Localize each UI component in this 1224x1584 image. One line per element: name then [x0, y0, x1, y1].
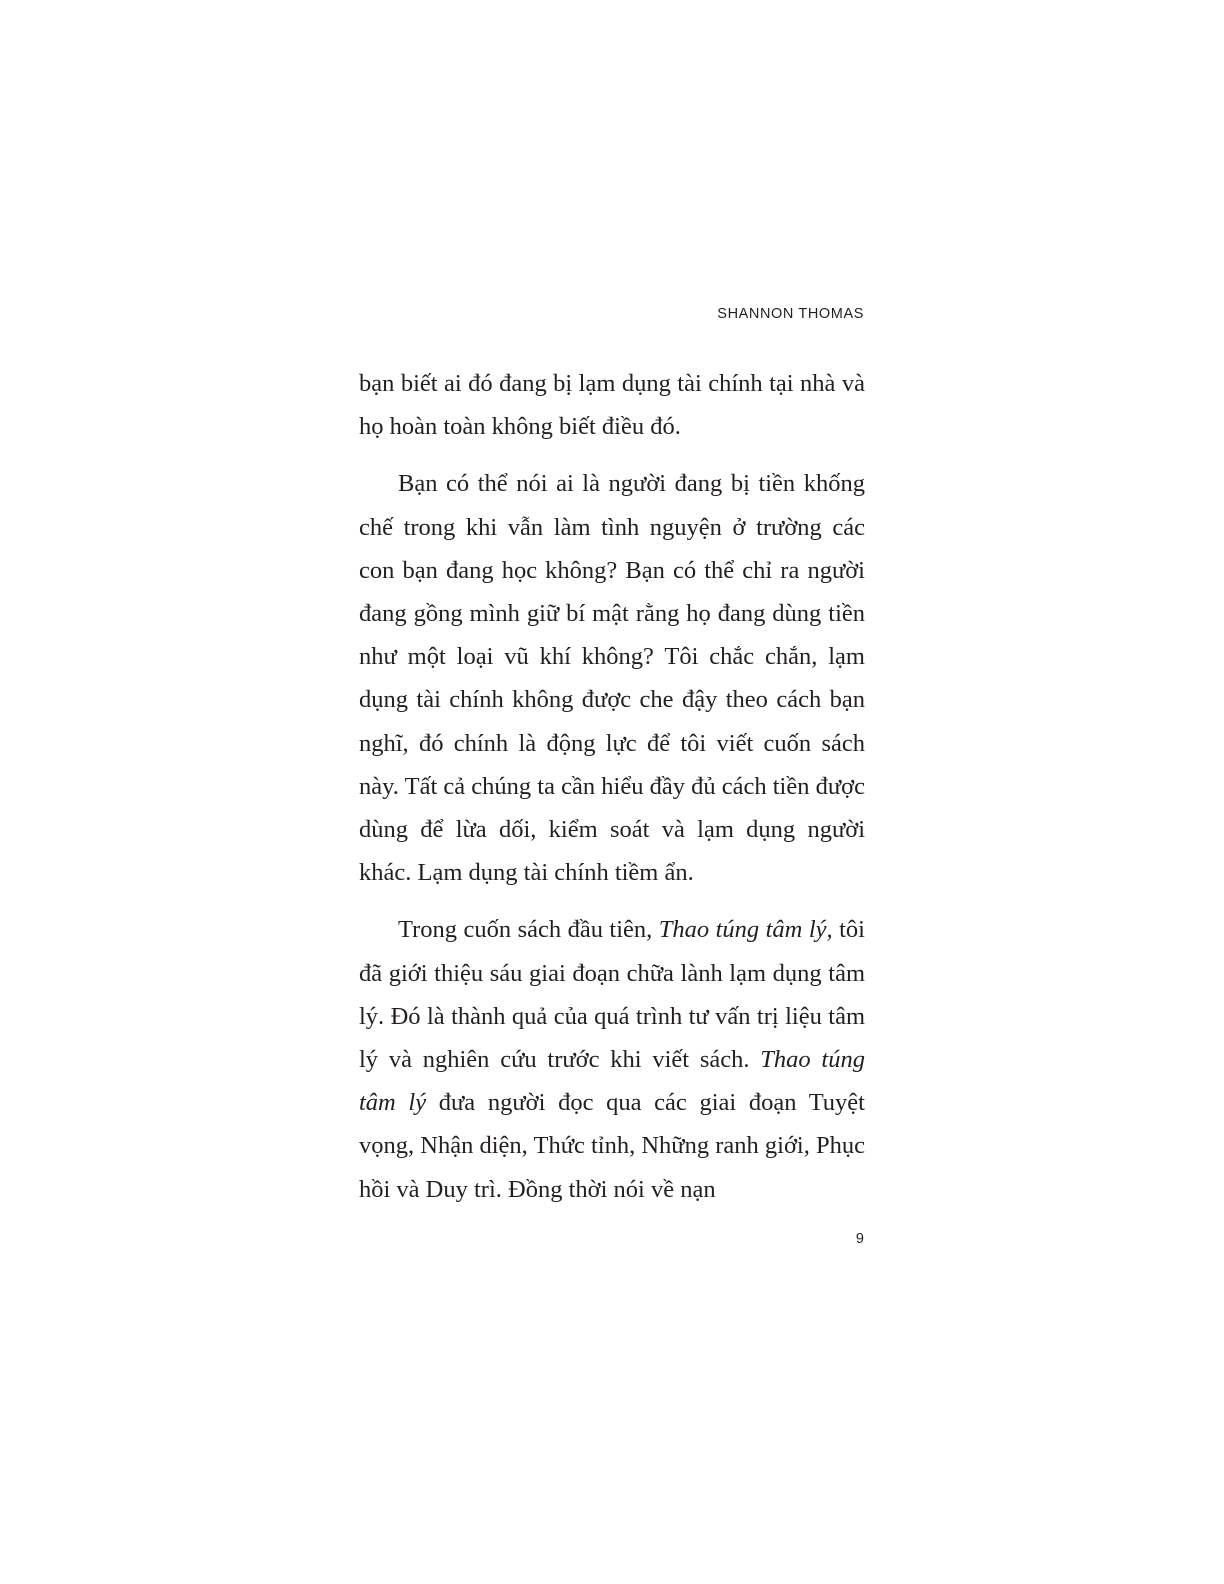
book-title: Thao túng tâm lý, [658, 916, 833, 944]
page-number: 9 [855, 1231, 864, 1247]
book-title: Thao túng tâm lý [359, 1046, 865, 1117]
paragraph-text: tôi đã giới thiệu sáu giai đoạn chữa lành lạm dụng tâm lý. Đó là thành quả của quá trình tư vấn trị liệu tâm lý và nghiên cứu trước khi viết sách. [359, 916, 865, 1074]
paragraph-text: đưa người đọc qua các giai đoạn Tuyệt vọng, Nhận diện, Thức tỉnh, Những ranh giới, Phục hồi và Duy trì. Đồng thời nói về nạn [359, 1089, 865, 1203]
paragraph-text: Trong cuốn sách đầu tiên, [398, 916, 659, 944]
paragraph-continued: bạn biết ai đó đang bị lạm dụng tài chính tại nhà và họ hoàn toàn không biết điều đó. [359, 370, 865, 441]
paragraph: Bạn có thể nói ai là người đang bị tiền khống chế trong khi vẫn làm tình nguyện ở trường các con bạn đang học không? Bạn có thể chỉ ra người đang gồng mình giữ bí mật rằng họ đang dùng tiền như một loại vũ khí không? Tôi chắc chắn, lạm dụng tài chính không được che đậy theo cách bạn nghĩ, đó chính là động lực để tôi viết cuốn sách này. Tất cả chúng ta cần hiểu đầy đủ cách tiền được dùng để lừa dối, kiểm soát và lạm dụng người khác. Lạm dụng tài chính tiềm ẩn. [359, 470, 865, 887]
body-text [359, 362, 865, 1225]
running-header-author: SHANNON THOMAS [717, 306, 864, 322]
paragraph [359, 908, 865, 1210]
